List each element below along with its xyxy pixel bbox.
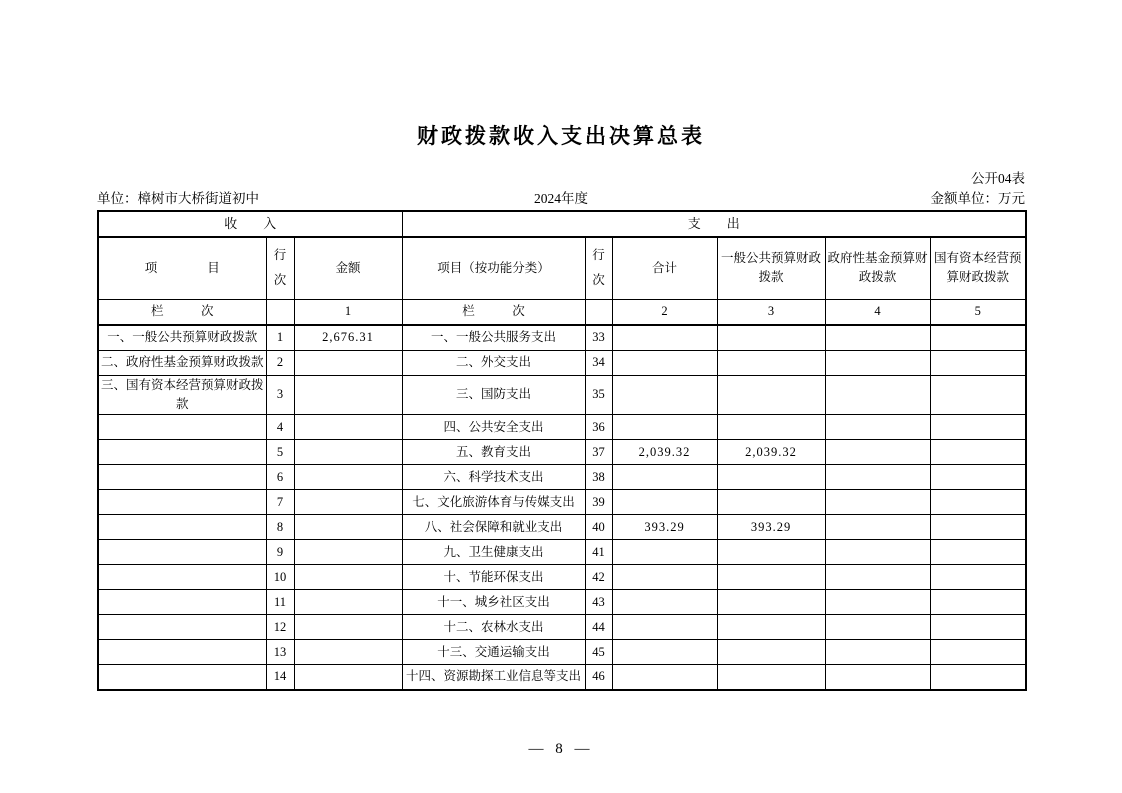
expense-item-cell: 十、节能环保支出 [402, 565, 585, 590]
table-row [98, 540, 1026, 565]
expense-line-cell: 42 [585, 565, 612, 590]
total-cell [612, 375, 717, 415]
income-line-cell: 7 [266, 490, 294, 515]
income-line-no-header-text: 行次 [273, 248, 287, 288]
total-cell [612, 665, 717, 690]
expense-line-cell: 37 [585, 440, 612, 465]
income-line-cell: 12 [266, 615, 294, 640]
expense-section-header: 支 出 [402, 211, 1026, 237]
state-capital-cell [930, 375, 1026, 415]
income-item-cell [98, 540, 266, 565]
income-item-cell [98, 515, 266, 540]
total-cell [612, 415, 717, 440]
general-budget-cell [717, 350, 825, 375]
income-amount-cell [294, 415, 402, 440]
general-budget-cell [717, 465, 825, 490]
income-amount-header: 金额 [294, 237, 402, 299]
expense-line-cell: 46 [585, 665, 612, 690]
page-title: 财政拨款收入支出决算总表 [417, 125, 705, 148]
income-item-cell [98, 640, 266, 665]
expense-item-cell: 一、一般公共服务支出 [402, 325, 585, 350]
expense-item-cell: 十三、交通运输支出 [402, 640, 585, 665]
state-capital-cell [930, 615, 1026, 640]
income-item-cell: 一、一般公共预算财政拨款 [98, 325, 266, 350]
expense-line-cell: 41 [585, 540, 612, 565]
govt-fund-cell [825, 540, 930, 565]
income-line-cell: 2 [266, 350, 294, 375]
general-budget-cell [717, 415, 825, 440]
state-capital-cell [930, 325, 1026, 350]
govt-fund-cell [825, 590, 930, 615]
column-header-row [98, 237, 1026, 299]
expense-item-cell: 十二、农林水支出 [402, 615, 585, 640]
income-line-cell: 11 [266, 590, 294, 615]
income-line-cell: 5 [266, 440, 294, 465]
govt-fund-cell [825, 640, 930, 665]
income-amount-cell [294, 375, 402, 415]
general-budget-index: 3 [717, 299, 825, 325]
expense-line-cell: 38 [585, 465, 612, 490]
income-amount-cell [294, 615, 402, 640]
table-row [98, 440, 1026, 465]
govt-fund-cell [825, 615, 930, 640]
amount-unit-label: 金额单位：万元 [930, 191, 1025, 206]
expense-item-cell: 八、社会保障和就业支出 [402, 515, 585, 540]
table-row [98, 325, 1026, 350]
table-row [98, 615, 1026, 640]
income-line-cell: 13 [266, 640, 294, 665]
govt-fund-cell [825, 665, 930, 690]
expense-item-cell: 十一、城乡社区支出 [402, 590, 585, 615]
table-row [98, 640, 1026, 665]
table-row [98, 490, 1026, 515]
govt-fund-cell [825, 440, 930, 465]
govt-fund-cell [825, 375, 930, 415]
general-budget-cell [717, 615, 825, 640]
general-budget-cell [717, 640, 825, 665]
total-cell [612, 540, 717, 565]
govt-fund-cell [825, 465, 930, 490]
meta-line [97, 190, 1025, 208]
state-capital-cell [930, 490, 1026, 515]
state-capital-cell [930, 415, 1026, 440]
general-budget-cell: 393.29 [717, 515, 825, 540]
general-budget-cell [717, 665, 825, 690]
income-amount-cell [294, 665, 402, 690]
expense-line-cell: 35 [585, 375, 612, 415]
section-header-row [98, 211, 1026, 237]
expense-item-cell: 二、外交支出 [402, 350, 585, 375]
govt-fund-cell [825, 515, 930, 540]
income-line-cell: 8 [266, 515, 294, 540]
table-row [98, 565, 1026, 590]
income-amount-cell [294, 565, 402, 590]
column-index-row [98, 299, 1026, 325]
income-line-cell: 3 [266, 375, 294, 415]
income-line-cell: 6 [266, 465, 294, 490]
income-amount-cell [294, 540, 402, 565]
income-amount-index: 1 [294, 299, 402, 325]
state-capital-cell [930, 590, 1026, 615]
expense-line-cell: 39 [585, 490, 612, 515]
total-cell: 2,039.32 [612, 440, 717, 465]
total-cell: 393.29 [612, 515, 717, 540]
expense-line-cell: 45 [585, 640, 612, 665]
govt-fund-index: 4 [825, 299, 930, 325]
general-budget-cell [717, 590, 825, 615]
income-item-cell [98, 415, 266, 440]
govt-fund-budget-header: 政府性基金预算财政拨款 [825, 237, 930, 299]
expense-line-cell: 40 [585, 515, 612, 540]
income-item-cell [98, 665, 266, 690]
expense-line-cell: 33 [585, 325, 612, 350]
table-code: 公开04表 [971, 171, 1025, 186]
table-row [98, 350, 1026, 375]
state-capital-cell [930, 465, 1026, 490]
govt-fund-cell [825, 350, 930, 375]
table-row [98, 590, 1026, 615]
general-public-budget-header: 一般公共预算财政拨款 [717, 237, 825, 299]
expense-item-cell: 五、教育支出 [402, 440, 585, 465]
income-line-no-header [266, 237, 294, 299]
govt-fund-cell [825, 490, 930, 515]
expense-item-header: 项目（按功能分类） [402, 237, 585, 299]
total-index: 2 [612, 299, 717, 325]
expense-line-no-header [585, 237, 612, 299]
expense-line-index-blank [585, 299, 612, 325]
general-budget-cell [717, 325, 825, 350]
total-cell [612, 615, 717, 640]
total-cell [612, 565, 717, 590]
total-cell [612, 490, 717, 515]
table-row [98, 375, 1026, 415]
state-capital-budget-header: 国有资本经营预算财政拨款 [930, 237, 1026, 299]
unit-label: 单位：樟树市大桥街道初中 [97, 191, 259, 206]
income-section-header: 收 入 [98, 211, 402, 237]
income-amount-cell [294, 350, 402, 375]
expense-item-cell: 十四、资源勘探工业信息等支出 [402, 665, 585, 690]
state-capital-cell [930, 515, 1026, 540]
govt-fund-cell [825, 325, 930, 350]
general-budget-cell: 2,039.32 [717, 440, 825, 465]
state-capital-cell [930, 565, 1026, 590]
income-amount-cell [294, 515, 402, 540]
total-cell [612, 325, 717, 350]
income-line-cell: 1 [266, 325, 294, 350]
expense-item-cell: 九、卫生健康支出 [402, 540, 585, 565]
expense-item-cell: 三、国防支出 [402, 375, 585, 415]
expense-item-cell: 七、文化旅游体育与传媒支出 [402, 490, 585, 515]
income-item-header: 项 目 [98, 237, 266, 299]
income-index-label: 栏 次 [98, 299, 266, 325]
total-cell [612, 350, 717, 375]
expense-index-label: 栏 次 [402, 299, 585, 325]
income-line-cell: 14 [266, 665, 294, 690]
general-budget-cell [717, 490, 825, 515]
table-row [98, 415, 1026, 440]
state-capital-index: 5 [930, 299, 1026, 325]
total-cell [612, 640, 717, 665]
table-row [98, 465, 1026, 490]
expense-line-cell: 34 [585, 350, 612, 375]
expense-item-cell: 四、公共安全支出 [402, 415, 585, 440]
total-cell [612, 590, 717, 615]
expense-item-cell: 六、科学技术支出 [402, 465, 585, 490]
expense-line-cell: 43 [585, 590, 612, 615]
expense-line-cell: 44 [585, 615, 612, 640]
income-item-cell [98, 615, 266, 640]
income-line-index-blank [266, 299, 294, 325]
table-row [98, 665, 1026, 690]
state-capital-cell [930, 640, 1026, 665]
general-budget-cell [717, 375, 825, 415]
income-amount-cell: 2,676.31 [294, 325, 402, 350]
income-item-cell: 三、国有资本经营预算财政拨款 [98, 375, 266, 415]
income-item-cell [98, 590, 266, 615]
income-item-cell [98, 565, 266, 590]
state-capital-cell [930, 350, 1026, 375]
govt-fund-cell [825, 565, 930, 590]
income-line-cell: 9 [266, 540, 294, 565]
state-capital-cell [930, 665, 1026, 690]
income-item-cell: 二、政府性基金预算财政拨款 [98, 350, 266, 375]
fiscal-appropriation-table [97, 210, 1027, 691]
income-item-cell [98, 440, 266, 465]
income-item-cell [98, 490, 266, 515]
state-capital-cell [930, 440, 1026, 465]
total-cell [612, 465, 717, 490]
expense-line-cell: 36 [585, 415, 612, 440]
income-amount-cell [294, 640, 402, 665]
general-budget-cell [717, 540, 825, 565]
income-line-cell: 10 [266, 565, 294, 590]
state-capital-cell [930, 540, 1026, 565]
income-item-cell [98, 465, 266, 490]
page-number: — 8 — [528, 740, 594, 757]
fiscal-year-label: 2024年度 [534, 191, 588, 206]
table-row [98, 515, 1026, 540]
general-budget-cell [717, 565, 825, 590]
total-column-header: 合计 [612, 237, 717, 299]
expense-line-no-header-text: 行次 [592, 248, 605, 288]
govt-fund-cell [825, 415, 930, 440]
income-amount-cell [294, 490, 402, 515]
income-amount-cell [294, 590, 402, 615]
income-amount-cell [294, 465, 402, 490]
income-amount-cell [294, 440, 402, 465]
income-line-cell: 4 [266, 415, 294, 440]
